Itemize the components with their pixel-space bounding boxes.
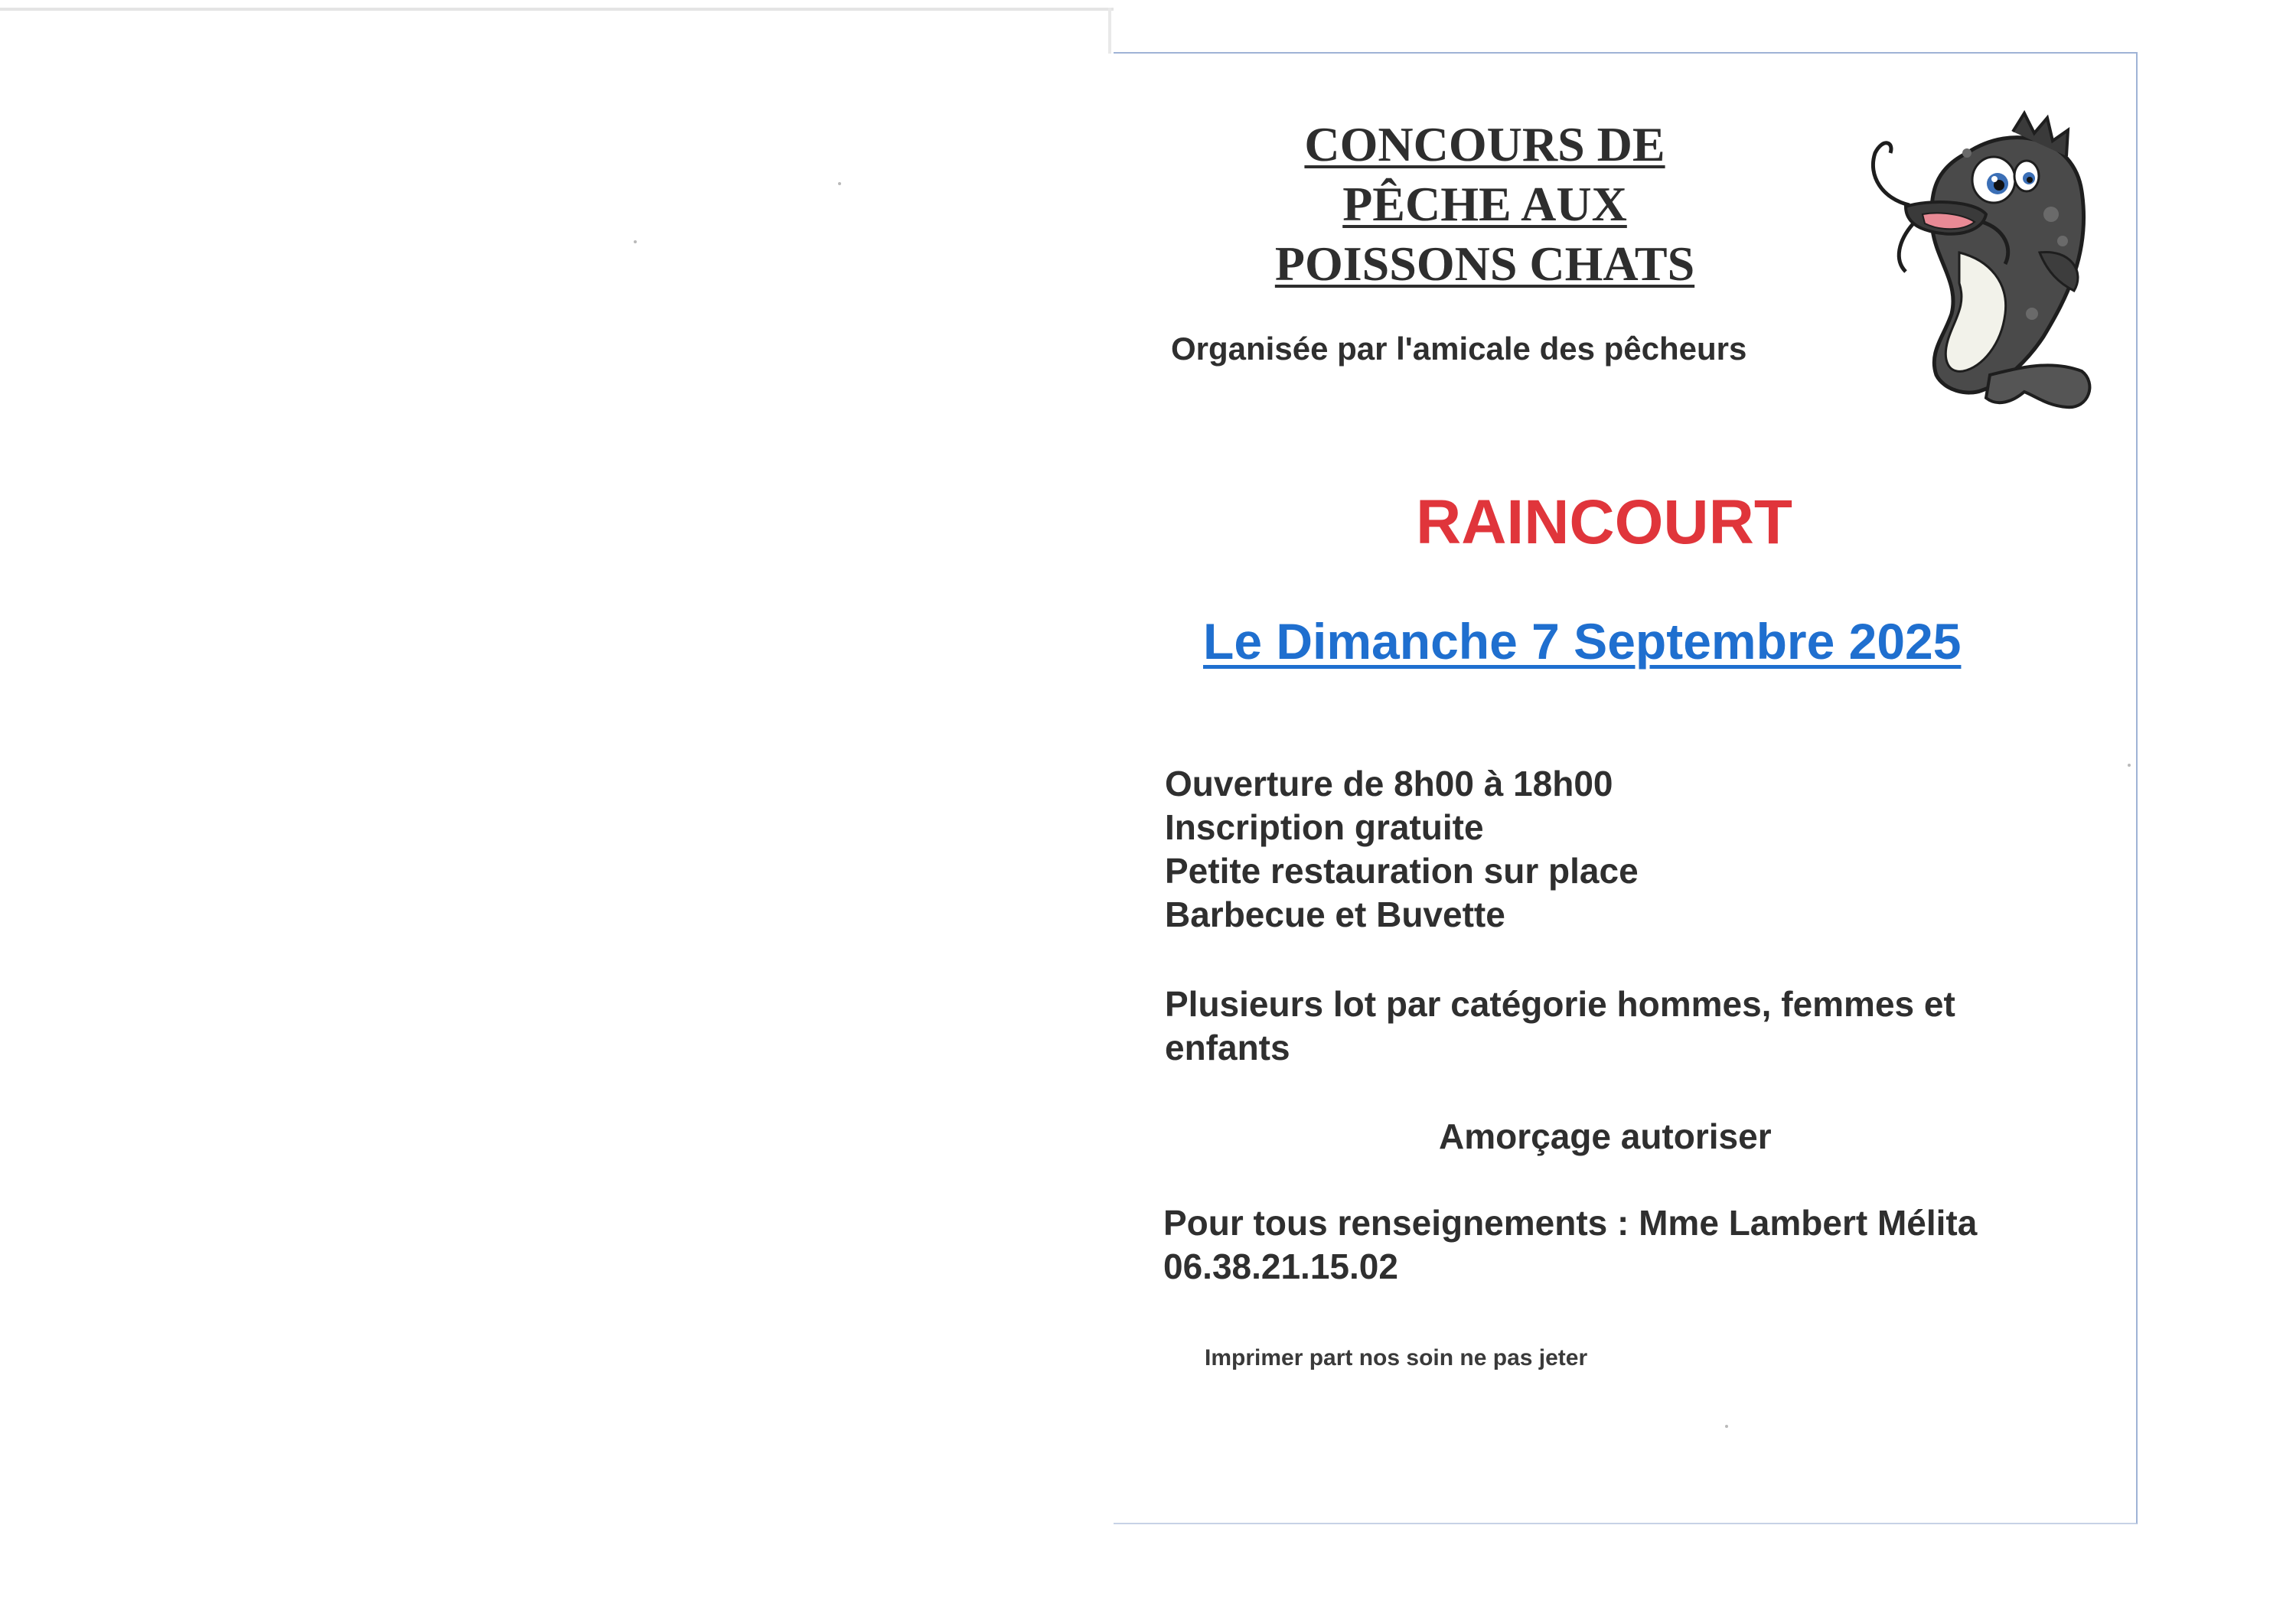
contact-phone: 06.38.21.15.02 <box>1163 1247 1398 1286</box>
title-line: POISSONS CHATS <box>1274 236 1695 291</box>
title-line: PÊCHE AUX <box>1342 177 1627 231</box>
contact-info <box>1163 1201 1977 1289</box>
scan-speck <box>838 182 841 185</box>
bait-rule-text: Amorçage autoriser <box>1439 1116 1772 1156</box>
organizer-text: Organisée par l'amicale des pêcheurs <box>1171 331 1747 367</box>
detail-line: Inscription gratuite <box>1165 807 1484 847</box>
scan-speck <box>634 240 637 243</box>
town-name: RAINCOURT <box>1416 487 1792 557</box>
event-date: Le Dimanche 7 Septembre 2025 <box>1203 613 1962 670</box>
contact-label: Pour tous renseignements : Mme Lambert Mélita <box>1163 1203 1978 1243</box>
scan-edge-top <box>0 8 1114 11</box>
catfish-cartoon-icon <box>1852 107 2105 413</box>
detail-line: Ouverture de 8h00 à 18h00 <box>1165 764 1613 803</box>
prizes-text: Plusieurs lot par catégorie hommes, femmes et enfants <box>1165 984 1955 1067</box>
event-details <box>1165 762 1639 937</box>
detail-line: Petite restauration sur place <box>1165 851 1639 891</box>
flyer-title <box>1194 115 1776 294</box>
scan-edge-fold <box>1108 8 1111 54</box>
detail-line: Barbecue et Buvette <box>1165 895 1505 934</box>
footer-note: Imprimer part nos soin ne pas jeter <box>1205 1345 1588 1370</box>
title-line: CONCOURS DE <box>1304 117 1665 171</box>
